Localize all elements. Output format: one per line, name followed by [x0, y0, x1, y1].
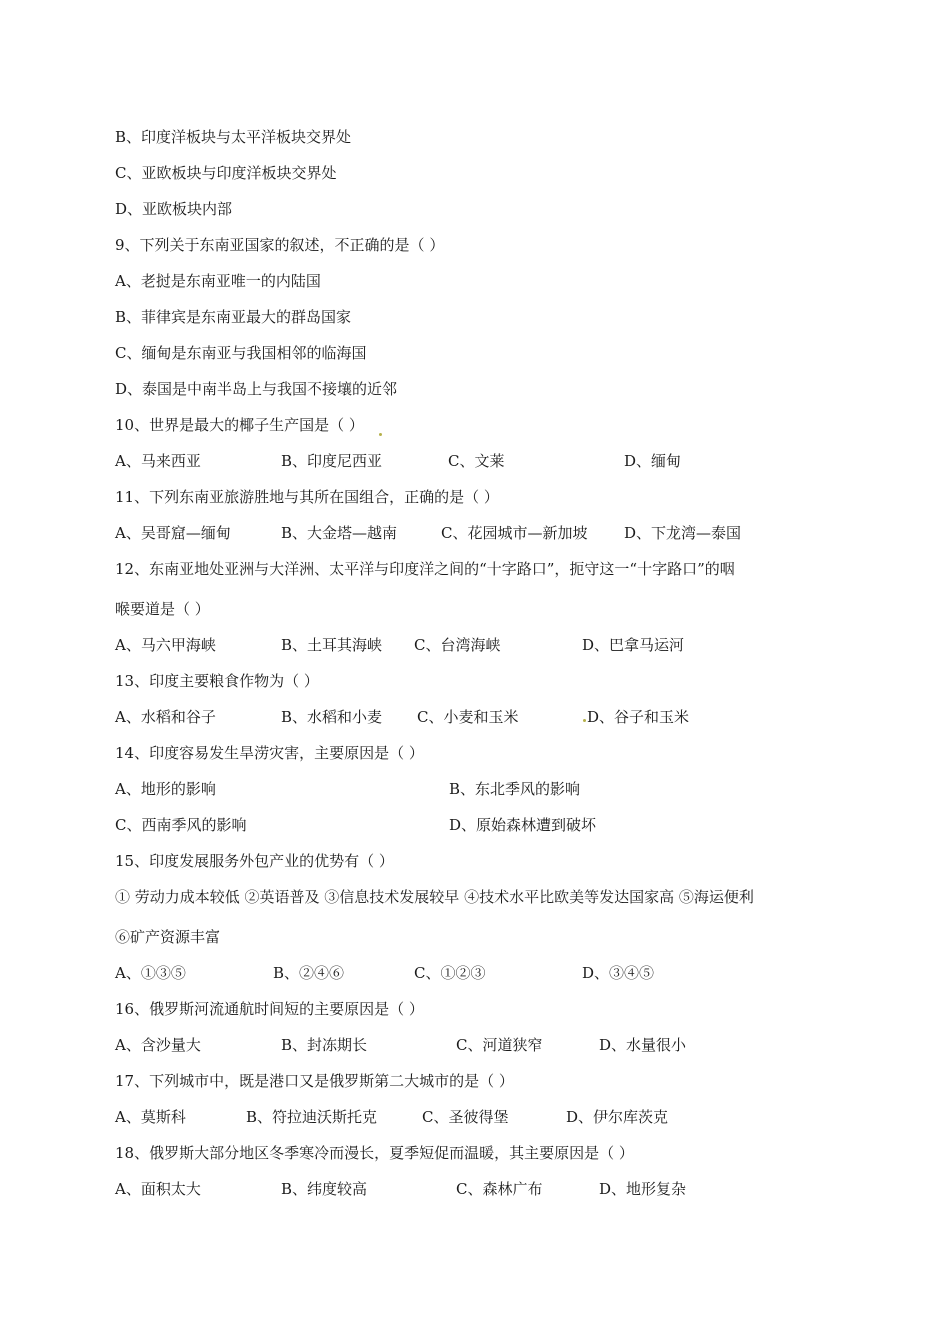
q12-stem-line1: 12、东南亚地处亚洲与大洋洲、太平洋与印度洋之间的“十字路口”，扼守这一“十字路口”的咽 — [115, 560, 735, 578]
q14-option-a: A、地形的影响 — [115, 780, 216, 798]
q9-option-a: A、老挝是东南亚唯一的内陆国 — [115, 272, 321, 290]
q16-option-d: D、水量很小 — [599, 1036, 687, 1054]
q9-option-d: D、泰国是中南半岛上与我国不接壤的近邻 — [115, 380, 398, 398]
q8-option-b: B、印度洋板块与太平洋板块交界处 — [115, 128, 352, 146]
q13-option-d: D、谷子和玉米 — [587, 708, 690, 726]
q12-option-d: D、巴拿马运河 — [582, 636, 685, 654]
q15-option-c: C、①②③ — [414, 964, 486, 982]
q16-option-c: C、河道狭窄 — [456, 1036, 543, 1054]
q13-option-b: B、水稻和小麦 — [281, 708, 383, 726]
q15-items-line1: ① 劳动力成本较低 ②英语普及 ③信息技术发展较早 ④技术水平比欧美等发达国家高 ⑤海运便利 — [115, 888, 754, 906]
q18-option-c: C、森林广布 — [456, 1180, 543, 1198]
q12-option-a: A、马六甲海峡 — [115, 636, 216, 654]
q8-option-d: D、亚欧板块内部 — [115, 200, 233, 218]
q10-option-c: C、文莱 — [448, 452, 505, 470]
q15-items-line2: ⑥矿产资源丰富 — [115, 928, 221, 946]
q8-option-c: C、亚欧板块与印度洋板块交界处 — [115, 164, 337, 182]
q18-option-a: A、面积太大 — [115, 1180, 201, 1198]
q11-option-d: D、下龙湾—泰国 — [624, 524, 742, 542]
q10-option-d: D、缅甸 — [624, 452, 682, 470]
q14-option-b: B、东北季风的影响 — [449, 780, 581, 798]
q9-option-c: C、缅甸是东南亚与我国相邻的临海国 — [115, 344, 367, 362]
q14-option-d: D、原始森林遭到破坏 — [449, 816, 597, 834]
q13-stem: 13、印度主要粮食作物为（ ） — [115, 672, 319, 690]
q13-option-c: C、小麦和玉米 — [417, 708, 519, 726]
q13-option-a: A、水稻和谷子 — [115, 708, 216, 726]
q14-stem: 14、印度容易发生旱涝灾害，主要原因是（ ） — [115, 744, 424, 762]
q18-stem: 18、俄罗斯大部分地区冬季寒冷而漫长，夏季短促而温暖，其主要原因是（ ） — [115, 1144, 634, 1162]
q17-option-b: B、符拉迪沃斯托克 — [246, 1108, 378, 1126]
q11-option-a: A、吴哥窟—缅甸 — [115, 524, 231, 542]
speck-mark — [583, 719, 586, 722]
q18-option-d: D、地形复杂 — [599, 1180, 687, 1198]
q17-option-a: A、莫斯科 — [115, 1108, 186, 1126]
q16-stem: 16、俄罗斯河流通航时间短的主要原因是（ ） — [115, 1000, 424, 1018]
q15-option-b: B、②④⑥ — [273, 964, 345, 982]
q9-stem: 9、下列关于东南亚国家的叙述，不正确的是（ ） — [115, 236, 445, 254]
q18-option-b: B、纬度较高 — [281, 1180, 368, 1198]
q11-option-c: C、花园城市—新加坡 — [441, 524, 588, 542]
q14-option-c: C、西南季风的影响 — [115, 816, 247, 834]
q10-option-b: B、印度尼西亚 — [281, 452, 383, 470]
q11-option-b: B、大金塔—越南 — [281, 524, 398, 542]
q12-option-c: C、台湾海峡 — [414, 636, 501, 654]
q17-option-c: C、圣彼得堡 — [422, 1108, 509, 1126]
q10-option-a: A、马来西亚 — [115, 452, 201, 470]
q17-stem: 17、下列城市中，既是港口又是俄罗斯第二大城市的是（ ） — [115, 1072, 514, 1090]
q16-option-b: B、封冻期长 — [281, 1036, 368, 1054]
q12-option-b: B、土耳其海峡 — [281, 636, 383, 654]
q10-stem: 10、世界是最大的椰子生产国是（ ） — [115, 416, 364, 434]
q12-stem-line2: 喉要道是（ ） — [115, 600, 210, 618]
speck-mark — [379, 433, 382, 436]
q17-option-d: D、伊尔库茨克 — [566, 1108, 669, 1126]
q16-option-a: A、含沙量大 — [115, 1036, 201, 1054]
q11-stem: 11、下列东南亚旅游胜地与其所在国组合，正确的是（ ） — [115, 488, 499, 506]
q15-option-a: A、①③⑤ — [115, 964, 186, 982]
q9-option-b: B、菲律宾是东南亚最大的群岛国家 — [115, 308, 352, 326]
q15-option-d: D、③④⑤ — [582, 964, 655, 982]
q15-stem: 15、印度发展服务外包产业的优势有（ ） — [115, 852, 394, 870]
